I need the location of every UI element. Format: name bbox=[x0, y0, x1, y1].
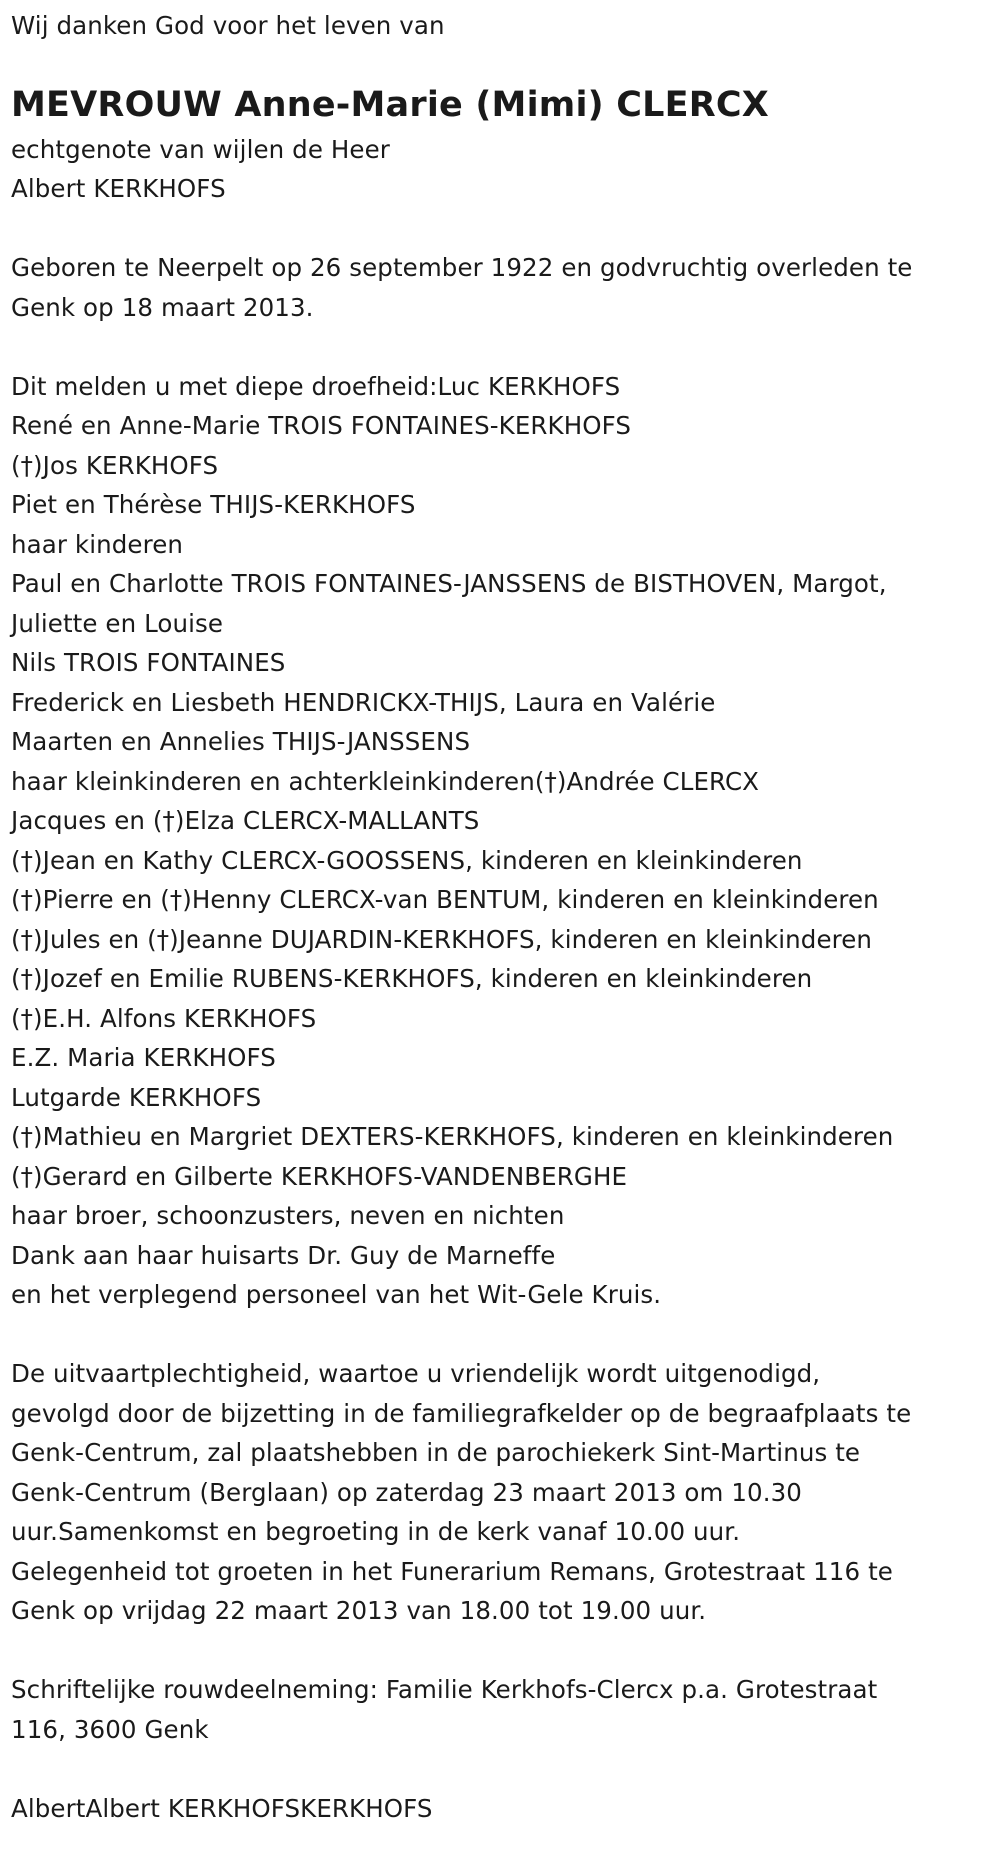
ceremony-line: Genk-Centrum (Berglaan) op zaterdag 23 maart 2013 om 10.30 bbox=[11, 1477, 802, 1507]
mourner-line: (†)E.H. Alfons KERKHOFS bbox=[11, 1003, 317, 1033]
intro-text: Wij danken God voor het leven van bbox=[11, 11, 445, 40]
ceremony-line: Gelegenheid tot groeten in het Funerarium Remans, Grotestraat 116 te bbox=[11, 1556, 893, 1586]
mourner-line: Juliette en Louise bbox=[11, 608, 224, 638]
spacer bbox=[11, 327, 991, 367]
spacer bbox=[11, 1749, 991, 1789]
mourner-line: Jacques en (†)Elza CLERCX-MALLANTS bbox=[11, 806, 480, 835]
mourner-line: Frederick en Liesbeth HENDRICKX-THIJS, Laura en Valérie bbox=[11, 687, 716, 717]
mourner-line: Lutgarde KERKHOFS bbox=[11, 1082, 262, 1112]
mourner-line: Piet en Thérèse THIJS-KERKHOFS bbox=[11, 490, 416, 519]
spacer bbox=[11, 1631, 991, 1671]
condolences-section bbox=[11, 1670, 991, 1749]
ceremony-line: gevolgd door de bijzetting in de familiegrafkelder op de begraafplaats te bbox=[11, 1398, 912, 1428]
mourner-line: (†)Jean en Kathy CLERCX-GOOSSENS, kinderen en kleinkinderen bbox=[11, 845, 803, 875]
obituary-document bbox=[11, 0, 991, 1828]
mourner-line: haar kleinkinderen en achterkleinkinderen(†)Andrée CLERCX bbox=[11, 766, 760, 796]
birth-death-line: Genk op 18 maart 2013. bbox=[11, 292, 314, 322]
condolences-line: 116, 3600 Genk bbox=[11, 1714, 209, 1744]
mourner-line: (†)Gerard en Gilberte KERKHOFS-VANDENBERGHE bbox=[11, 1161, 628, 1191]
spacer bbox=[11, 209, 991, 249]
ceremony-line: Genk-Centrum, zal plaatshebben in de parochiekerk Sint-Martinus te bbox=[11, 1438, 861, 1467]
spouse-section bbox=[11, 130, 991, 209]
mourner-line: (†)Jos KERKHOFS bbox=[11, 450, 219, 480]
mourner-line: haar kinderen bbox=[11, 529, 183, 559]
birth-death-line: Geboren te Neerpelt op 26 september 1922 en godvruchtig overleden te bbox=[11, 253, 913, 282]
mourner-line: Paul en Charlotte TROIS FONTAINES-JANSSENS de BISTHOVEN, Margot, bbox=[11, 569, 887, 598]
mourners-section bbox=[11, 367, 991, 1315]
mourner-line: (†)Jules en (†)Jeanne DUJARDIN-KERKHOFS, kinderen en kleinkinderen bbox=[11, 924, 873, 954]
spacer bbox=[11, 1315, 991, 1355]
spouse-line: Albert KERKHOFS bbox=[11, 174, 226, 203]
mourner-line: en het verplegend personeel van het Wit-Gele Kruis. bbox=[11, 1280, 662, 1309]
mourner-line: haar broer, schoonzusters, neven en nichten bbox=[11, 1201, 565, 1230]
ceremony-line: Genk op vrijdag 22 maart 2013 van 18.00 tot 19.00 uur. bbox=[11, 1596, 707, 1625]
deceased-name: MEVROUW Anne-Marie (Mimi) CLERCX bbox=[11, 84, 769, 125]
mourner-line: Nils TROIS FONTAINES bbox=[11, 648, 286, 677]
spouse-line: echtgenote van wijlen de Heer bbox=[11, 134, 390, 164]
mourner-line: (†)Mathieu en Margriet DEXTERS-KERKHOFS, kinderen en kleinkinderen bbox=[11, 1122, 894, 1151]
ceremony-line: De uitvaartplechtigheid, waartoe u vriendelijk wordt uitgenodigd, bbox=[11, 1359, 821, 1388]
ceremony-section bbox=[11, 1354, 991, 1631]
mourner-line: (†)Pierre en (†)Henny CLERCX-van BENTUM, kinderen en kleinkinderen bbox=[11, 885, 879, 914]
mourner-line: (†)Jozef en Emilie RUBENS-KERKHOFS, kinderen en kleinkinderen bbox=[11, 964, 813, 993]
mourner-line: Maarten en Annelies THIJS-JANSSENS bbox=[11, 727, 471, 756]
mourner-line: E.Z. Maria KERKHOFS bbox=[11, 1043, 276, 1072]
ceremony-line: uur.Samenkomst en begroeting in de kerk vanaf 10.00 uur. bbox=[11, 1517, 741, 1546]
mourner-line: Dank aan haar huisarts Dr. Guy de Marneffe bbox=[11, 1240, 556, 1270]
closing-signature: AlbertAlbert KERKHOFSKERKHOFS bbox=[11, 1793, 433, 1823]
mourner-line: Dit melden u met diepe droefheid:Luc KERKHOFS bbox=[11, 371, 621, 401]
mourner-line: René en Anne-Marie TROIS FONTAINES-KERKHOFS bbox=[11, 411, 632, 440]
birth-death-section bbox=[11, 248, 991, 327]
condolences-line: Schriftelijke rouwdeelneming: Familie Kerkhofs-Clercx p.a. Grotestraat bbox=[11, 1675, 878, 1704]
